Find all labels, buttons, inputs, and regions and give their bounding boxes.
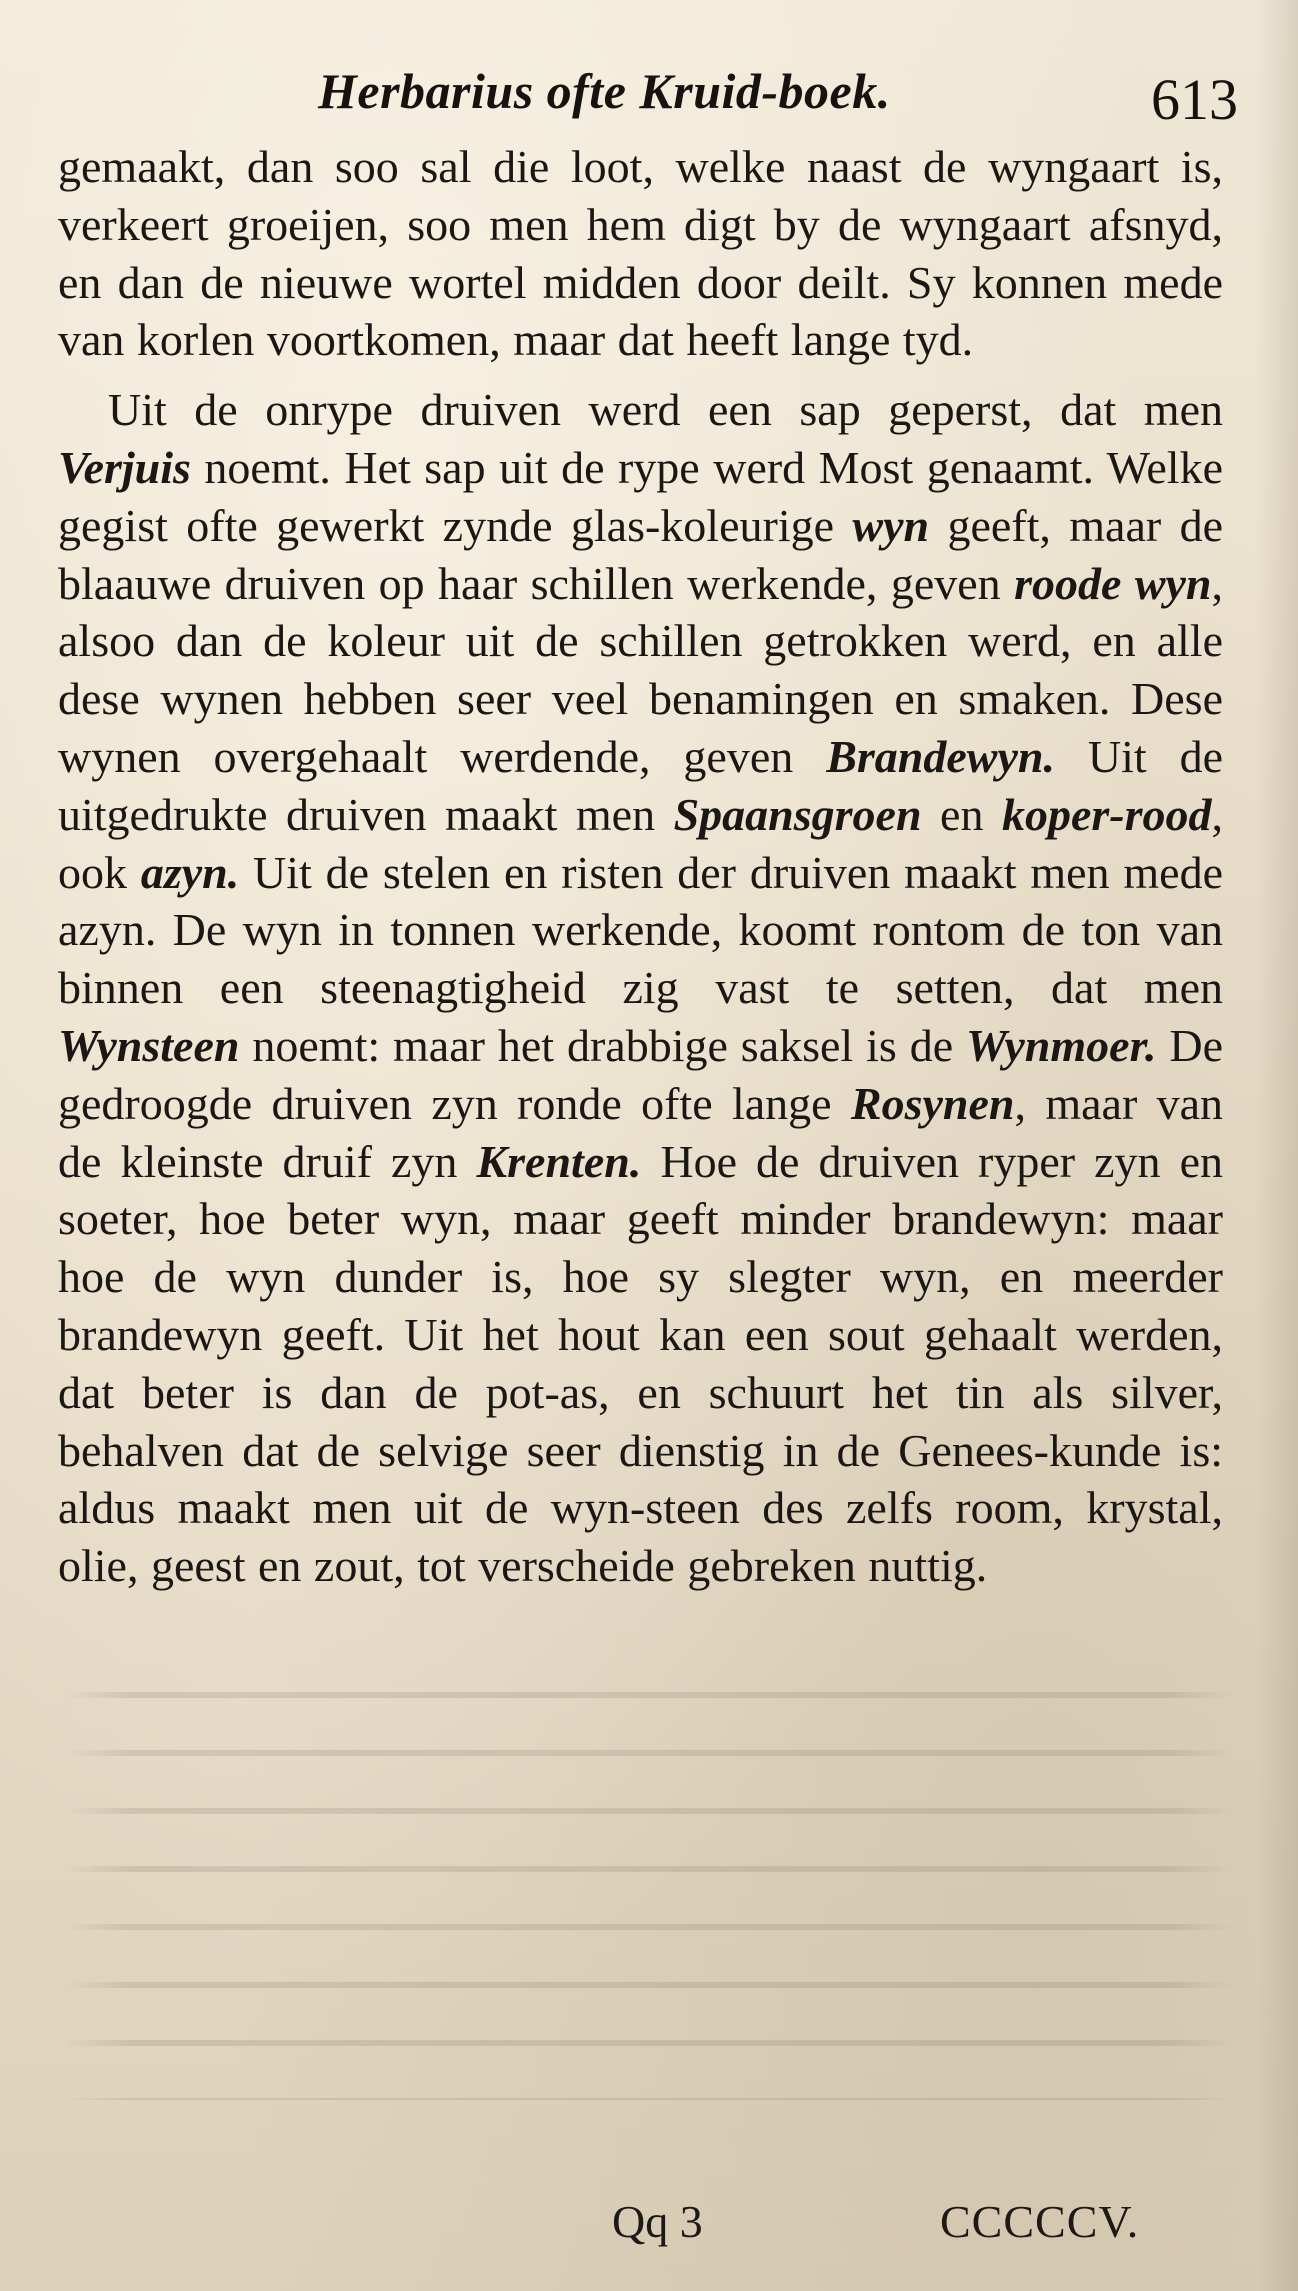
italic-term: koper-rood — [1001, 788, 1212, 840]
italic-term: Wynmoer. — [966, 1019, 1157, 1071]
page-header — [318, 62, 1238, 132]
body-text — [58, 138, 1223, 1595]
show-through-texture — [0, 1660, 1298, 2100]
running-title: Herbarius ofte Kruid-boek. — [318, 63, 891, 119]
text-run: gemaakt, dan soo sal die loot, welke naast de wyngaart is, verkeert groeijen, soo men hem digt by de wyngaart afsnyd, en dan de nieuwe wortel midden door deilt. Sy konnen mede van korlen voortkomen, maar dat heeft lange tyd. — [58, 141, 1223, 366]
italic-term: roode wyn — [1014, 557, 1212, 609]
italic-term: Wynsteen — [58, 1019, 240, 1071]
text-run: , ook — [58, 788, 1223, 898]
italic-term: Verjuis — [58, 441, 191, 493]
page-footer — [0, 2195, 1298, 2265]
italic-term: Krenten. — [476, 1135, 642, 1187]
text-run: Uit de onrype druiven werd een sap geperst, dat men — [108, 384, 1223, 436]
signature-mark: Qq 3 — [612, 2196, 703, 2247]
text-run: noemt: maar het drabbige saksel is de — [239, 1019, 967, 1071]
text-run: Hoe de druiven ryper zyn en soeter, hoe beter wyn, maar geeft minder brandewyn: maar hoe de wyn dunder is, hoe sy slegter wyn, en meerder brandewyn geeft. Uit het hout kan een sout gehaalt werden, dat beter is dan de pot-as, en schuurt het tin als silver, behalven dat de selvige seer dienstig in de Genees-kunde is: aldus maakt men uit de wyn-steen des zelfs room, krystal, olie, geest en zout, tot verscheide gebreken nuttig. — [58, 1135, 1223, 1592]
text-run: , maar van de kleinste druif zyn — [58, 1077, 1223, 1187]
italic-term: Brandewyn. — [826, 730, 1055, 782]
italic-term: Rosynen — [850, 1077, 1015, 1129]
page-number: 613 — [1151, 67, 1238, 132]
text-run: geeft, maar de blaauwe druiven op haar schillen werkende, geven — [58, 499, 1223, 609]
text-run: noemt. Het sap uit de rype werd Most genaamt. Welke gegist ofte gewerkt zynde glas-koleurige — [58, 441, 1223, 551]
text-run: De gedroogde druiven zyn ronde ofte lange — [58, 1019, 1223, 1129]
text-run: Uit de uitgedrukte druiven maakt men — [58, 730, 1223, 840]
catchword: CCCCCV. — [940, 2196, 1140, 2247]
text-run: Uit de stelen en risten der druiven maakt men mede azyn. De wyn in tonnen werkende, koomt rontom de ton van binnen een steenagtigheid zig vast te setten, dat men — [58, 846, 1223, 1014]
text-run: , alsoo dan de koleur uit de schillen getrokken werd, en alle dese wynen hebben seer veel benamingen en smaken. Dese wynen overgehaalt werdende, geven — [58, 557, 1223, 782]
italic-term: azyn. — [140, 846, 240, 898]
paragraph-1 — [58, 138, 1223, 369]
italic-term: Spaansgroen — [673, 788, 922, 840]
paragraph-2 — [58, 381, 1223, 1595]
text-run: en — [921, 788, 1002, 840]
italic-term: wyn — [852, 499, 930, 551]
